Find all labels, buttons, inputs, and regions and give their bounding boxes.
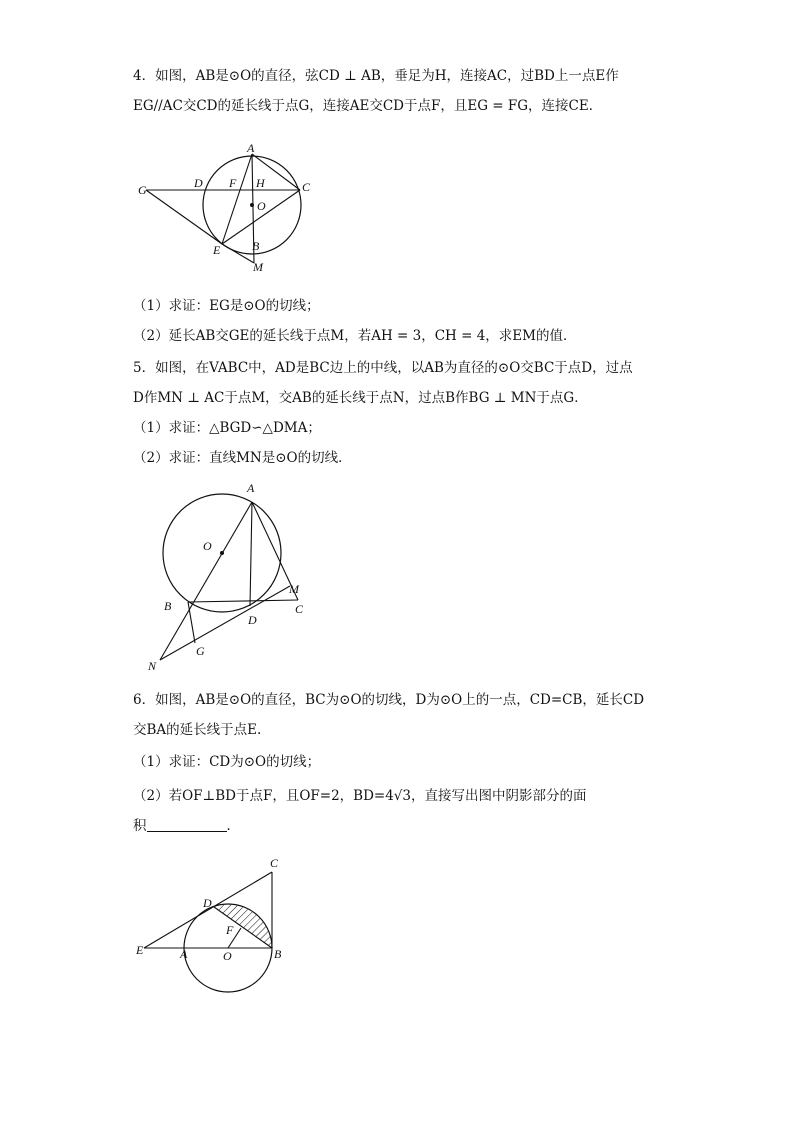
- p4-label-G: G: [138, 183, 147, 197]
- problem6-q2-suffix: ．: [226, 818, 240, 834]
- problem5-line2: D作MN ⊥ AC于点M，交AB的延长线于点N，过点B作BG ⊥ MN于点G．: [133, 390, 588, 406]
- p5-label-G: G: [196, 644, 205, 658]
- problem5-q2: （2）求证：直线MN是⊙O的切线．: [133, 450, 352, 466]
- p5-label-M: M: [289, 582, 299, 596]
- problem4-q2: （2）延长AB交GE的延长线于点M，若AH = 3，CH = 4，求EM的值．: [133, 328, 577, 344]
- p5-label-A: A: [247, 481, 255, 495]
- problem5-q1: （1）求证：△BGD∽△DMA；: [133, 420, 321, 436]
- problem6-q2-prefix: 积: [133, 818, 147, 834]
- p4-label-D: D: [194, 176, 203, 190]
- p4-label-O: O: [257, 199, 266, 213]
- problem4-line2: EG//AC交CD的延长线于点G，连接AE交CD于点F，且EG = FG，连接CE．: [133, 98, 603, 114]
- p4-label-H: H: [256, 176, 265, 190]
- p4-label-A: A: [247, 141, 255, 155]
- p5-label-D: D: [248, 613, 257, 627]
- p4-label-E: E: [213, 243, 221, 257]
- problem4-q1: （1）求证：EG是⊙O的切线；: [133, 298, 320, 314]
- p6-label-B: B: [274, 947, 282, 961]
- p5-label-O: O: [203, 539, 212, 553]
- problem5-figure: [140, 478, 320, 678]
- p6-label-E: E: [136, 943, 144, 957]
- problem6-line2: 交BA的延长线于点E.: [133, 722, 262, 738]
- p5-label-C: C: [295, 602, 304, 616]
- answer-blank[interactable]: [147, 817, 227, 832]
- p4-label-C: C: [302, 180, 311, 194]
- problem5-line1: 5．如图，在VABC中，AD是BC边上的中线，以AB为直径的⊙O交BC于点D，过点: [133, 360, 633, 376]
- p5-label-B: B: [164, 599, 172, 613]
- p6-label-A: A: [180, 947, 188, 961]
- problem6-q1: （1）求证：CD为⊙O的切线；: [133, 754, 321, 770]
- p4-label-M: M: [253, 260, 263, 274]
- p6-label-D: D: [203, 896, 212, 910]
- problem6-figure: [130, 850, 300, 1000]
- p4-label-F: F: [229, 176, 237, 190]
- problem6-q2: （2）若OF⊥BD于点F，且OF=2，BD=4√3，直接写出图中阴影部分的面: [133, 788, 587, 804]
- p6-label-F: F: [226, 923, 234, 937]
- p5-label-N: N: [148, 659, 157, 673]
- problem6-line1: 6．如图，AB是⊙O的直径，BC为⊙O的切线，D为⊙O上的一点，CD=CB，延长CD: [133, 692, 645, 708]
- problem6-q2-cont: [133, 816, 240, 836]
- p6-label-C: C: [270, 856, 279, 870]
- p4-label-B: B: [252, 239, 260, 253]
- p6-label-O: O: [223, 949, 232, 963]
- problem4-line1: 4．如图，AB是⊙O的直径，弦CD ⊥ AB，垂足为H，连接AC，过BD上一点E作: [133, 68, 619, 84]
- problem4-figure: [130, 140, 330, 280]
